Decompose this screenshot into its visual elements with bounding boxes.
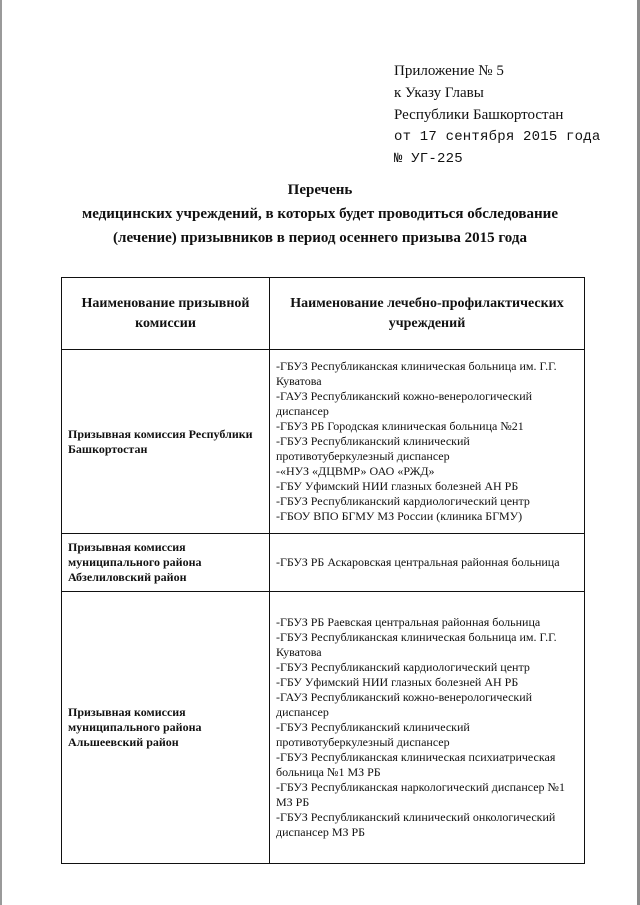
attachment-decree-number: № УГ-225 bbox=[394, 151, 463, 167]
attachment-republic: Республики Башкортостан bbox=[394, 107, 564, 123]
commission-cell: Призывная комиссия муниципального района Альшеевский район bbox=[62, 592, 270, 864]
scan-left-edge bbox=[0, 0, 2, 905]
institution-item: -ГАУЗ Республиканский кожно-венерологический диспансер bbox=[276, 690, 533, 719]
header-institutions: Наименование лечебно-профилактических учреждений bbox=[270, 278, 585, 350]
table-header-row bbox=[62, 278, 585, 350]
institution-item: -ГБУЗ Республиканская клиническая больница им. Г.Г. Куватова bbox=[276, 359, 557, 388]
institution-item: -ГБУ Уфимский НИИ глазных болезней АН РБ bbox=[276, 675, 519, 689]
table-row bbox=[62, 350, 585, 534]
institutions-cell bbox=[270, 534, 585, 592]
institution-item: -ГБУ Уфимский НИИ глазных болезней АН РБ bbox=[276, 479, 519, 493]
institutions-cell bbox=[270, 592, 585, 864]
institutions-table bbox=[61, 277, 585, 864]
institution-item: -ГБУЗ РБ Раевская центральная районная больница bbox=[276, 615, 541, 629]
document-title bbox=[0, 178, 640, 250]
title-line-2: медицинских учреждений, в которых будет проводиться обследование bbox=[82, 206, 558, 222]
institution-item: -ГБОУ ВПО БГМУ МЗ России (клиника БГМУ) bbox=[276, 509, 523, 523]
institution-item: -ГБУЗ РБ Городская клиническая больница №21 bbox=[276, 419, 524, 433]
institutions-cell bbox=[270, 350, 585, 534]
institution-item: -ГБУЗ Республиканский кардиологический центр bbox=[276, 494, 530, 508]
attachment-decree-ref: к Указу Главы bbox=[394, 85, 484, 101]
institution-item: -ГБУЗ Республиканская клиническая больница им. Г.Г. Куватова bbox=[276, 630, 557, 659]
institution-item: -ГАУЗ Республиканский кожно-венерологический диспансер bbox=[276, 389, 533, 418]
header-commission: Наименование призывной комиссии bbox=[62, 278, 270, 350]
commission-cell: Призывная комиссия муниципального района Абзелиловский район bbox=[62, 534, 270, 592]
institution-item: -ГБУЗ Республиканский клинический противотуберкулезный диспансер bbox=[276, 720, 470, 749]
institution-item: -«НУЗ «ДЦВМР» ОАО «РЖД» bbox=[276, 464, 435, 478]
institution-item: -ГБУЗ РБ Аскаровская центральная районная больница bbox=[276, 555, 560, 569]
attachment-date: от 17 сентября 2015 года bbox=[394, 129, 601, 145]
institution-item: -ГБУЗ Республиканский клинический противотуберкулезный диспансер bbox=[276, 434, 470, 463]
attachment-block bbox=[394, 60, 600, 170]
title-line-1: Перечень bbox=[287, 182, 353, 198]
institution-item: -ГБУЗ Республиканский кардиологический центр bbox=[276, 660, 530, 674]
table-row bbox=[62, 592, 585, 864]
attachment-number: Приложение № 5 bbox=[394, 63, 504, 79]
institution-item: -ГБУЗ Республиканская клиническая психиатрическая больница №1 МЗ РБ bbox=[276, 750, 556, 779]
commission-cell: Призывная комиссия Республики Башкортостан bbox=[62, 350, 270, 534]
institution-item: -ГБУЗ Республиканская наркологический диспансер №1 МЗ РБ bbox=[276, 780, 565, 809]
table-row bbox=[62, 534, 585, 592]
title-line-3: (лечение) призывников в период осеннего призыва 2015 года bbox=[113, 230, 527, 246]
institution-item: -ГБУЗ Республиканский клинический онкологический диспансер МЗ РБ bbox=[276, 810, 556, 839]
